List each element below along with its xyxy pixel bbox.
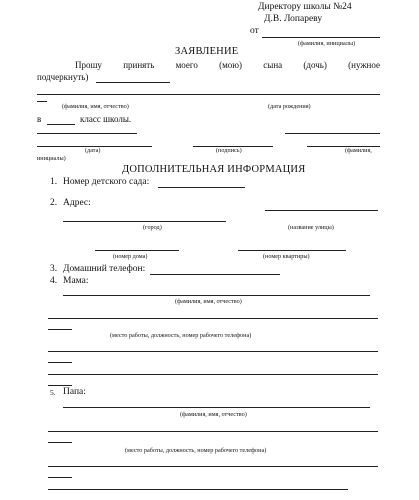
additional-title: ДОПОЛНИТЕЛЬНАЯ ИНФОРМАЦИЯ bbox=[122, 164, 306, 175]
father-work-field-b[interactable] bbox=[48, 442, 72, 443]
recipient-line-2: Д.В. Лопареву bbox=[264, 14, 323, 24]
mother-name-field[interactable] bbox=[63, 295, 370, 296]
mother-extra-field-b[interactable] bbox=[48, 362, 72, 363]
caption-initials: инициалы) bbox=[37, 155, 66, 162]
mother-caption-name: (фамилия, имя, отчество) bbox=[175, 298, 242, 305]
request-word: (дочь) bbox=[303, 60, 327, 70]
date-field-a[interactable] bbox=[37, 133, 137, 134]
street-field-top[interactable] bbox=[265, 210, 378, 211]
caption-city: (город) bbox=[143, 224, 162, 231]
mother-extra-field-d[interactable] bbox=[48, 385, 72, 386]
underline-note: подчеркнуть) bbox=[37, 72, 89, 82]
from-caption: (фамилия, инициалы) bbox=[298, 40, 356, 47]
house-field[interactable] bbox=[95, 250, 179, 251]
child-name-field-c[interactable] bbox=[37, 101, 47, 102]
father-caption-work: (место работы, должность, номер рабочего телефона) bbox=[125, 447, 267, 454]
request-word: (мою) bbox=[219, 60, 243, 70]
father-work-field-a[interactable] bbox=[48, 431, 378, 432]
request-word: Прошу bbox=[75, 60, 102, 70]
father-label: Папа: bbox=[63, 387, 86, 397]
surname-field-a[interactable] bbox=[285, 133, 380, 134]
item-1-number: 1. bbox=[50, 177, 58, 187]
request-line bbox=[75, 60, 380, 70]
father-extra-field-c[interactable] bbox=[48, 489, 348, 490]
city-field[interactable] bbox=[63, 221, 226, 222]
request-word: моего bbox=[175, 60, 198, 70]
caption-date: (дата) bbox=[85, 147, 101, 154]
child-name-field-a[interactable] bbox=[96, 82, 170, 83]
caption-surname: (фамилия, bbox=[345, 147, 372, 154]
from-name-field[interactable] bbox=[262, 37, 380, 38]
mother-extra-field-c[interactable] bbox=[48, 374, 378, 375]
request-word: принять bbox=[123, 60, 155, 70]
recipient-line-1: Директору школы №24 bbox=[258, 2, 352, 12]
father-extra-field-b[interactable] bbox=[48, 477, 72, 478]
request-word: сына bbox=[263, 60, 283, 70]
father-name-field[interactable] bbox=[63, 407, 370, 408]
child-name-field-b[interactable] bbox=[37, 94, 380, 95]
home-phone-field[interactable] bbox=[150, 274, 280, 275]
mother-work-field-a[interactable] bbox=[48, 318, 378, 319]
kindergarten-field[interactable] bbox=[158, 187, 245, 188]
caption-street: (название улицы) bbox=[288, 224, 334, 231]
class-prefix: в bbox=[37, 114, 42, 124]
item-3-number: 3. bbox=[50, 264, 58, 274]
home-phone-label: Домашний телефон: bbox=[63, 264, 146, 274]
mother-extra-field-a[interactable] bbox=[48, 351, 378, 352]
address-label: Адрес: bbox=[63, 198, 91, 208]
caption-birth-date: (дата рождения) bbox=[268, 103, 311, 110]
mother-work-field-b[interactable] bbox=[48, 329, 72, 330]
caption-apartment: (номер квартиры) bbox=[263, 253, 310, 260]
caption-signature: (подпись) bbox=[216, 147, 242, 154]
caption-child-name: (фамилия, имя, отчество) bbox=[62, 103, 129, 110]
mother-caption-work: (место работы, должность, номер рабочего телефона) bbox=[110, 332, 252, 339]
request-word: (нужное bbox=[348, 60, 380, 70]
item-5-number: 5. bbox=[50, 388, 56, 397]
father-extra-field-a[interactable] bbox=[48, 466, 378, 467]
class-number-field[interactable] bbox=[47, 124, 75, 125]
from-prefix: от bbox=[250, 26, 259, 36]
apartment-field[interactable] bbox=[238, 250, 346, 251]
item-2-number: 2. bbox=[50, 198, 58, 208]
mother-label: Мама: bbox=[63, 276, 89, 286]
father-caption-name: (фамилия, имя, отчество) bbox=[180, 411, 247, 418]
class-suffix: класс школы. bbox=[80, 114, 132, 124]
statement-title: ЗАЯВЛЕНИЕ bbox=[175, 46, 239, 57]
kindergarten-label: Номер детского сада: bbox=[63, 177, 150, 187]
item-4-number: 4. bbox=[50, 276, 58, 286]
caption-house: (номер дома) bbox=[113, 253, 148, 260]
